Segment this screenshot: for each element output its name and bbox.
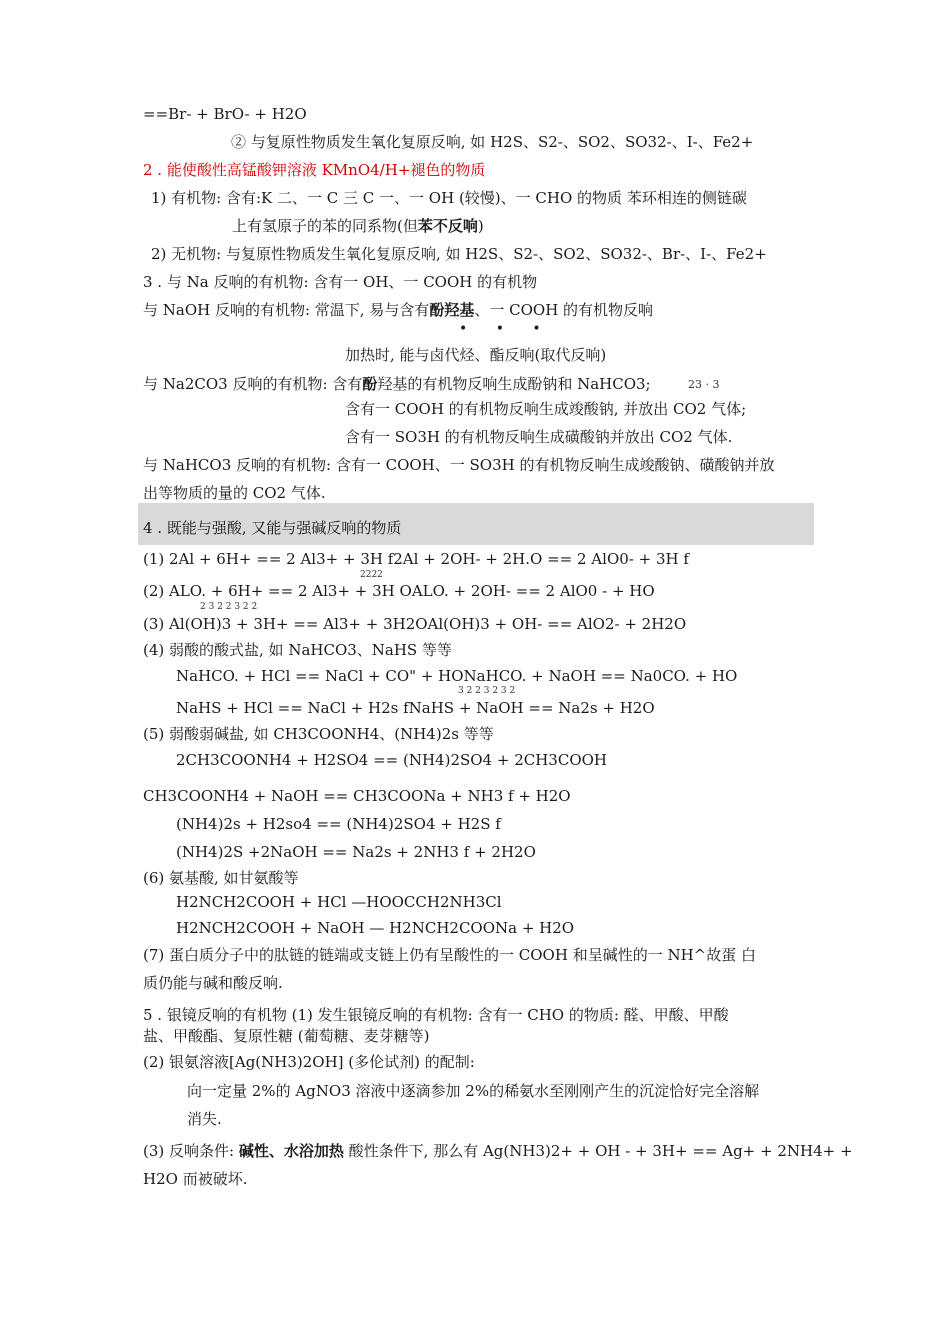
text-line: 与 NaOH 反响的有机物: 常温下, 易与含有酚羟基、一 COOH 的有机物反响 bbox=[143, 301, 654, 319]
equation-line: CH3COONH4 + NaOH == CH3COONa + NH3 f + H2O bbox=[143, 787, 571, 805]
equation-line: H2NCH2COOH + NaOH — H2NCH2COONa + H2O bbox=[176, 919, 575, 937]
section-heading-2: 2 . 能使酸性高锰酸钾溶液 KMnO4/H+褪色的物质 bbox=[143, 161, 486, 179]
text-line: 2) 无机物: 与复原性物质发生氧化复原反响, 如 H2S、S2-、SO2、SO32-、Br-、I-、Fe2+ bbox=[151, 245, 767, 263]
text-line: 上有氢原子的苯的同系物(但苯不反响) bbox=[232, 217, 484, 235]
text-line: 与 NaHCO3 反响的有机物: 含有一 COOH、一 SO3H 的有机物反响生成竣酸钠、磺酸钠并放 bbox=[143, 456, 775, 474]
section-heading-5: 5 . 银镜反响的有机物 (1) 发生银镜反响的有机物: 含有一 CHO 的物质: 醛、甲酸、甲酸 bbox=[143, 1006, 729, 1024]
text-line: ② 与复原性物质发生氧化复原反响, 如 H2S、S2-、SO2、SO32-、I-、Fe2+ bbox=[231, 133, 754, 151]
equation-line: 2CH3COONH4 + H2SO4 == (NH4)2SO4 + 2CH3COOH bbox=[176, 751, 608, 769]
emphasis-dots: • • • bbox=[459, 321, 553, 337]
text-line: 质仍能与碱和酸反响. bbox=[143, 974, 283, 992]
side-note: 23 · 3 bbox=[688, 378, 720, 391]
equation-line: H2NCH2COOH + HCl —HOOCCH2NH3Cl bbox=[176, 893, 502, 911]
equation-line: (2) ALO. + 6H+ == 2 Al3+ + 3H OALO. + 2OH- == 2 AlO0 - + HO bbox=[143, 582, 655, 600]
text-line: 含有一 COOH 的有机物反响生成竣酸钠, 并放出 CO2 气体; bbox=[345, 400, 747, 418]
equation-line: (NH4)2S +2NaOH == Na2s + 2NH3 f + 2H2O bbox=[176, 843, 536, 861]
text-line: (6) 氨基酸, 如甘氨酸等 bbox=[143, 869, 299, 887]
equation-line: NaHS + HCl == NaCl + H2s fNaHS + NaOH == Na2s + H2O bbox=[176, 699, 655, 717]
text-line: (3) 反响条件: 碱性、水浴加热 酸性条件下, 那么有 Ag(NH3)2+ + OH - + 3H+ == Ag+ + 2NH4+ + bbox=[143, 1142, 853, 1160]
section-heading-4: 4 . 既能与强酸, 又能与强碱反响的物质 bbox=[143, 519, 402, 537]
subscript-row: 2222 bbox=[360, 570, 383, 580]
text-line: 盐、甲酸酯、复原性糖 (葡萄糖、麦芽糖等) bbox=[143, 1027, 430, 1045]
text-line: 出等物质的量的 CO2 气体. bbox=[143, 484, 326, 502]
text-line: 向一定量 2%的 AgNO3 溶液中逐滴参加 2%的稀氨水至刚刚产生的沉淀恰好完全溶解 bbox=[187, 1082, 760, 1100]
text-line: (4) 弱酸的酸式盐, 如 NaHCO3、NaHS 等等 bbox=[143, 641, 452, 659]
text-line: 加热时, 能与卤代烃、酯反响(取代反响) bbox=[345, 346, 607, 364]
text-line: (7) 蛋白质分子中的肽链的链端或支链上仍有呈酸性的一 COOH 和呈碱性的一 NH^故蛋 白 bbox=[143, 946, 757, 964]
subscript-row: 2 3 2 2 3 2 2 bbox=[200, 602, 258, 612]
subscript-row: 3 2 2 3 2 3 2 bbox=[458, 686, 516, 696]
equation-line: (1) 2Al + 6H+ == 2 Al3+ + 3H f2Al + 2OH- + 2H.O == 2 AlO0- + 3H f bbox=[143, 550, 689, 568]
text-line: 与 Na2CO3 反响的有机物: 含有酚羟基的有机物反响生成酚钠和 NaHCO3; bbox=[143, 375, 651, 393]
text-line: 消失. bbox=[187, 1110, 222, 1128]
text-line: 1) 有机物: 含有:K 二、一 C 三 C 一、一 OH (较慢)、一 CHO 的物质 苯环相连的侧链碳 bbox=[151, 189, 747, 207]
equation-line: (NH4)2s + H2so4 == (NH4)2SO4 + H2S f bbox=[176, 815, 501, 833]
equation-line: NaHCO. + HCl == NaCl + CO" + HONaHCO. + NaOH == Na0CO. + HO bbox=[176, 667, 738, 685]
equation-line: ==Br- + BrO- + H2O bbox=[143, 105, 307, 123]
text-line: H2O 而被破坏. bbox=[143, 1170, 248, 1188]
section-heading-3: 3 . 与 Na 反响的有机物: 含有一 OH、一 COOH 的有机物 bbox=[143, 273, 538, 291]
text-line: (5) 弱酸弱碱盐, 如 CH3COONH4、(NH4)2s 等等 bbox=[143, 725, 494, 743]
equation-line: (3) Al(OH)3 + 3H+ == Al3+ + 3H2OAl(OH)3 + OH- == AlO2- + 2H2O bbox=[143, 615, 687, 633]
text-line: (2) 银氨溶液[Ag(NH3)2OH] (多伦试剂) 的配制: bbox=[143, 1053, 475, 1071]
text-line: 含有一 SO3H 的有机物反响生成磺酸钠并放出 CO2 气体. bbox=[345, 428, 733, 446]
